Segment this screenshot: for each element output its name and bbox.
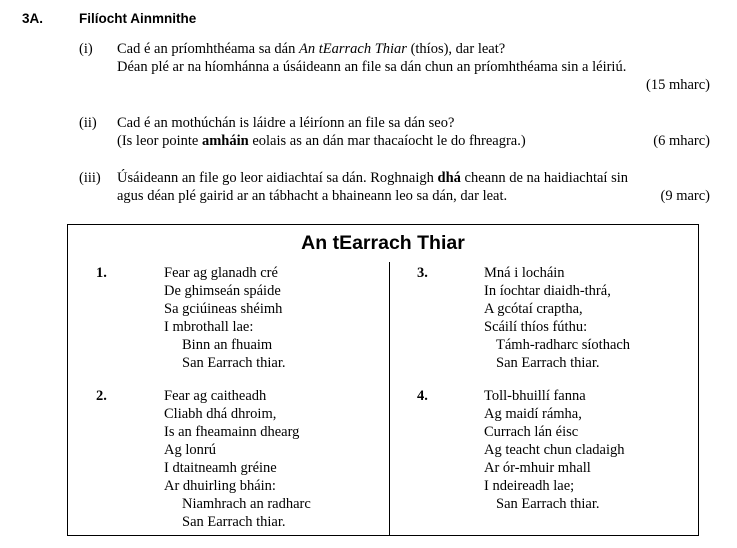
stanza-line: I ndeireadh lae; (484, 478, 575, 494)
question-i-line2: Déan plé ar na híomhánna a úsáideann an file sa dán chun an príomhthéama sin a léiriú. (117, 59, 627, 75)
question-ii-line2-post: eolais as an dán mar thacaíocht le do fhreagra.) (248, 133, 526, 149)
question-label-ii: (ii) (79, 115, 97, 131)
stanza-line: In íochtar diaidh-thrá, (484, 283, 611, 299)
question-i-line1 (117, 40, 505, 58)
question-iii-marks: (9 marc) (660, 188, 710, 204)
stanza-line-indented: San Earrach thiar. (182, 514, 286, 530)
stanza-line: Fear ag caitheadh (164, 388, 267, 404)
question-ii-line1: Cad é an mothúchán is láidre a léiríonn an file sa dán seo? (117, 115, 455, 131)
question-iii-line1-pre: Úsáideann an file go leor aidiachtaí sa dán. Roghnaigh (117, 170, 438, 186)
section-number: 3A. (22, 11, 44, 26)
stanza-line-indented: Támh-radharc síothach (496, 337, 631, 353)
stanza-line: Ag maidí rámha, (484, 406, 582, 422)
stanza-line-indented: San Earrach thiar. (496, 355, 600, 371)
stanza-line: Ar ór-mhuir mhall (484, 460, 591, 476)
poem-title: An tEarrach Thiar (301, 232, 465, 254)
stanza-line: I mbrothall lae: (164, 319, 254, 335)
stanza-line: Cliabh dhá dhroim, (164, 406, 277, 422)
stanza-line-indented: San Earrach thiar. (182, 355, 286, 371)
question-ii-emphasis: amháin (201, 133, 249, 149)
stanza-line: Ar dhuirling bháin: (164, 478, 276, 494)
question-label-i: (i) (79, 41, 93, 57)
section-title: Filíocht Ainmnithe (79, 11, 197, 26)
stanza-line: I dtaitneamh gréine (164, 460, 277, 476)
stanza-line-indented: Niamhrach an radharc (182, 496, 311, 512)
stanza-4 (484, 387, 625, 513)
question-ii-line2-pre: (Is leor pointe (117, 133, 202, 149)
stanza-line: Mná i locháin (484, 265, 565, 281)
stanza-line-indented: Binn an fhuaim (182, 337, 273, 353)
question-i-marks: (15 mharc) (645, 77, 710, 93)
question-iii-line1-post: cheann de na haidiachtaí sin (460, 170, 628, 186)
stanza-number-1: 1. (96, 265, 107, 281)
stanza-number-3: 3. (417, 265, 428, 281)
stanza-line: Scáilí thíos fúthu: (484, 319, 588, 335)
stanza-number-2: 2. (96, 388, 107, 404)
stanza-line: De ghimseán spáide (164, 283, 281, 299)
question-iii-emphasis: dhá (437, 170, 461, 186)
question-iii-line2: agus déan plé gairid ar an tábhacht a bhaineann leo sa dán, dar leat. (117, 188, 508, 204)
question-label-iii: (iii) (79, 170, 101, 186)
stanza-1 (164, 264, 285, 372)
question-i-line1-post: (thíos), dar leat? (406, 41, 506, 57)
stanza-2 (164, 387, 311, 531)
stanza-line: Ag lonrú (164, 442, 216, 458)
poem-column-divider (389, 262, 390, 536)
stanza-number-4: 4. (417, 388, 428, 404)
question-i-line1-pre: Cad é an príomhthéama sa dán (117, 41, 299, 57)
stanza-line: Toll-bhuillí fanna (484, 388, 586, 404)
stanza-line: Ag teacht chun cladaigh (484, 442, 625, 458)
question-ii-marks: (6 mharc) (653, 133, 710, 149)
stanza-line: A gcótaí craptha, (484, 301, 583, 317)
question-iii-line1 (117, 169, 628, 187)
stanza-line: Is an fheamainn dhearg (164, 424, 300, 440)
stanza-line: Currach lán éisc (484, 424, 579, 440)
stanza-3 (484, 264, 630, 372)
stanza-line: Sa gciúineas shéimh (164, 301, 283, 317)
question-ii-line2 (117, 132, 526, 150)
stanza-line: Fear ag glanadh cré (164, 265, 278, 281)
stanza-line-indented: San Earrach thiar. (496, 496, 600, 512)
question-i-poem-title: An tEarrach Thiar (299, 41, 407, 57)
